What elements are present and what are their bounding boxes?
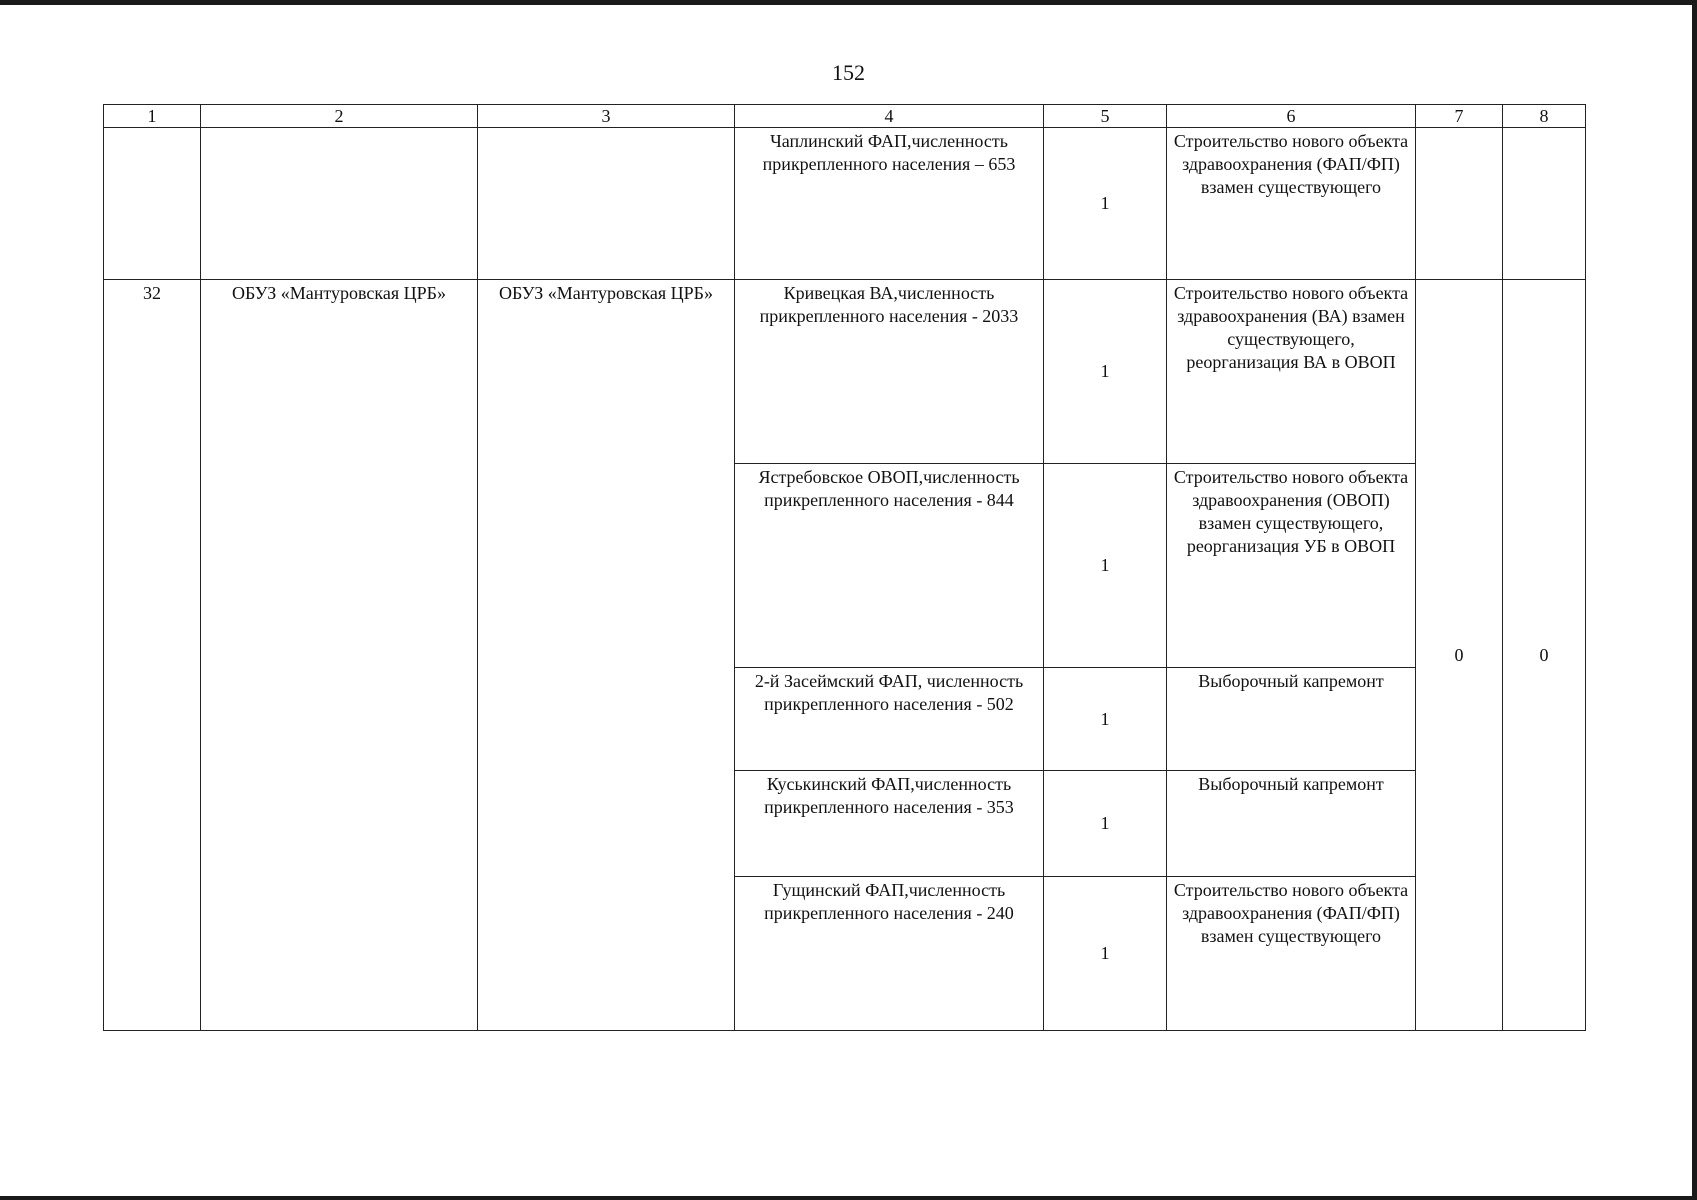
header-cell: 8 bbox=[1503, 105, 1586, 128]
facility-cell: Куськинский ФАП,численность прикрепленного населения - 353 bbox=[735, 771, 1044, 877]
table-row bbox=[104, 280, 1586, 464]
header-cell: 4 bbox=[735, 105, 1044, 128]
facility-cell: Кривецкая ВА,численность прикрепленного населения - 2033 bbox=[735, 280, 1044, 464]
action-cell: Строительство нового объекта здравоохранения (ФАП/ФП) взамен существующего bbox=[1167, 877, 1416, 1031]
facility-cell: 2-й Засеймский ФАП, численность прикрепленного населения - 502 bbox=[735, 668, 1044, 771]
action-cell: Выборочный капремонт bbox=[1167, 771, 1416, 877]
action-cell: Строительство нового объекта здравоохранения (ФАП/ФП) взамен существующего bbox=[1167, 128, 1416, 280]
page-number: 152 bbox=[832, 60, 865, 85]
organization-short-cell: ОБУЗ «Мантуровская ЦРБ» bbox=[478, 280, 735, 1031]
header-cell: 7 bbox=[1416, 105, 1503, 128]
scan-border-right bbox=[1692, 0, 1697, 1200]
count-cell: 1 bbox=[1044, 771, 1167, 877]
table-cell bbox=[478, 128, 735, 280]
count-cell: 1 bbox=[1044, 464, 1167, 668]
header-cell: 3 bbox=[478, 105, 735, 128]
count-cell: 1 bbox=[1044, 128, 1167, 280]
count-cell: 1 bbox=[1044, 668, 1167, 771]
scan-border-bottom bbox=[0, 1196, 1697, 1200]
facility-cell: Чаплинский ФАП,численность прикрепленного населения – 653 bbox=[735, 128, 1044, 280]
table-cell bbox=[1416, 128, 1503, 280]
facility-cell: Ястребовское ОВОП,численность прикрепленного населения - 844 bbox=[735, 464, 1044, 668]
table-cell bbox=[201, 128, 478, 280]
action-cell: Строительство нового объекта здравоохранения (ОВОП) взамен существующего, реорганизация УБ в ОВОП bbox=[1167, 464, 1416, 668]
table-cell bbox=[104, 128, 201, 280]
header-row bbox=[104, 105, 1586, 128]
organization-cell: ОБУЗ «Мантуровская ЦРБ» bbox=[201, 280, 478, 1031]
action-cell: Строительство нового объекта здравоохранения (ВА) взамен существующего, реорганизация ВА в ОВОП bbox=[1167, 280, 1416, 464]
table-cell bbox=[1503, 128, 1586, 280]
header-cell: 2 bbox=[201, 105, 478, 128]
data-table bbox=[103, 104, 1586, 1031]
scan-border-top bbox=[0, 0, 1697, 5]
header-cell: 1 bbox=[104, 105, 201, 128]
header-cell: 6 bbox=[1167, 105, 1416, 128]
col8-cell: 0 bbox=[1503, 280, 1586, 1031]
table-row bbox=[104, 128, 1586, 280]
count-cell: 1 bbox=[1044, 280, 1167, 464]
facility-cell: Гущинский ФАП,численность прикрепленного населения - 240 bbox=[735, 877, 1044, 1031]
action-cell: Выборочный капремонт bbox=[1167, 668, 1416, 771]
col7-cell: 0 bbox=[1416, 280, 1503, 1031]
count-cell: 1 bbox=[1044, 877, 1167, 1031]
header-cell: 5 bbox=[1044, 105, 1167, 128]
row-number-cell: 32 bbox=[104, 280, 201, 1031]
